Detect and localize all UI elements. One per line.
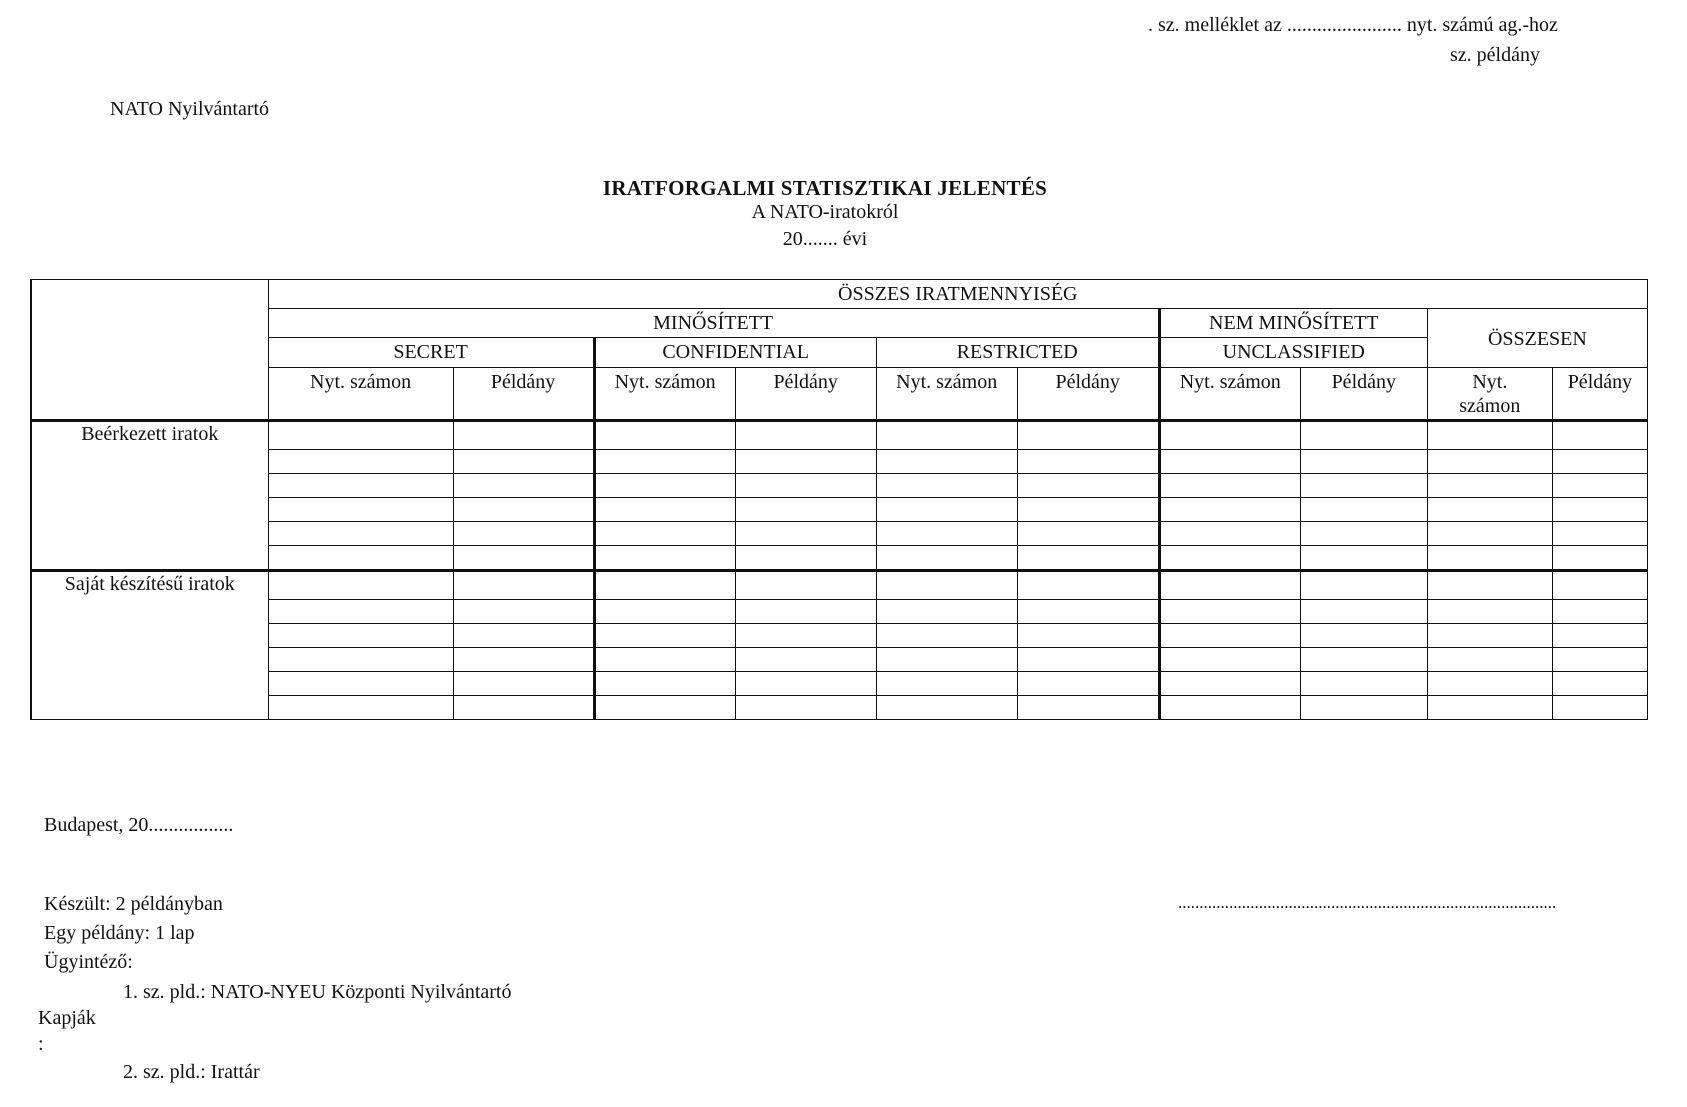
table-cell[interactable] <box>268 624 453 648</box>
table-cell[interactable] <box>735 571 876 600</box>
table-cell[interactable] <box>1017 696 1159 720</box>
table-row <box>31 450 1648 474</box>
table-cell[interactable] <box>1427 546 1552 571</box>
table-cell[interactable] <box>876 624 1017 648</box>
table-cell[interactable] <box>1427 600 1552 624</box>
table-cell[interactable] <box>1300 624 1427 648</box>
table-cell[interactable] <box>1017 522 1159 546</box>
subheader-nyt: Nyt. számon <box>1159 368 1300 421</box>
signature-line: ......................................................................................... <box>1178 893 1557 912</box>
table-cell[interactable] <box>1159 546 1300 571</box>
table-cell[interactable] <box>876 546 1017 571</box>
copy-line: sz. példány <box>1450 44 1540 66</box>
table-cell[interactable] <box>735 522 876 546</box>
table-row <box>31 421 1648 450</box>
table-cell[interactable] <box>876 600 1017 624</box>
table-cell[interactable] <box>268 546 453 571</box>
table-cell[interactable] <box>453 696 594 720</box>
copies-made: Készült: 2 példányban <box>44 893 223 915</box>
subheader-peldany: Példány <box>1300 368 1427 421</box>
table-cell[interactable] <box>876 421 1017 450</box>
table-cell[interactable] <box>1552 696 1647 720</box>
table-cell[interactable] <box>453 648 594 672</box>
table-cell[interactable] <box>1159 672 1300 696</box>
place-date: Budapest, 20................. <box>44 814 234 836</box>
table-row <box>31 600 1648 624</box>
annex-line: . sz. melléklet az ....................... nyt. számú ag.-hoz <box>1148 14 1558 36</box>
table-cell[interactable] <box>1300 648 1427 672</box>
receivers-label: Kapják <box>38 1007 96 1029</box>
table-cell[interactable] <box>268 696 453 720</box>
table-cell[interactable] <box>1427 648 1552 672</box>
table-cell[interactable] <box>594 474 735 498</box>
table-cell[interactable] <box>1552 648 1647 672</box>
table-cell[interactable] <box>1427 624 1552 648</box>
unclassified-group-header: NEM MINŐSÍTETT <box>1159 309 1427 338</box>
table-cell[interactable] <box>876 498 1017 522</box>
table-cell[interactable] <box>1427 522 1552 546</box>
table-cell[interactable] <box>594 624 735 648</box>
table-cell[interactable] <box>453 450 594 474</box>
subheader-nyt: Nyt. számon <box>594 368 735 421</box>
table-cell[interactable] <box>1017 571 1159 600</box>
subheader-total-nyt: Nyt. számon <box>1427 368 1552 421</box>
table-cell[interactable] <box>1159 474 1300 498</box>
table-cell[interactable] <box>1427 696 1552 720</box>
receivers-colon: : <box>38 1033 44 1055</box>
table-cell[interactable] <box>268 421 453 450</box>
table-cell[interactable] <box>594 522 735 546</box>
table-cell[interactable] <box>1552 624 1647 648</box>
table-cell[interactable] <box>1427 421 1552 450</box>
table-cell[interactable] <box>453 498 594 522</box>
corner-cell <box>31 280 268 421</box>
table-cell[interactable] <box>1300 421 1427 450</box>
table-cell[interactable] <box>1552 571 1647 600</box>
table-cell[interactable] <box>735 696 876 720</box>
table-cell[interactable] <box>735 450 876 474</box>
table-cell[interactable] <box>1427 450 1552 474</box>
table-cell[interactable] <box>268 450 453 474</box>
level-secret: SECRET <box>268 338 594 368</box>
table-cell[interactable] <box>594 546 735 571</box>
table-cell[interactable] <box>1300 522 1427 546</box>
table-cell[interactable] <box>453 522 594 546</box>
recipient-2: 2. sz. pld.: Irattár <box>123 1061 260 1083</box>
table-cell[interactable] <box>1159 421 1300 450</box>
subheader-nyt: Nyt. számon <box>876 368 1017 421</box>
total-column-header: ÖSSZESEN <box>1427 309 1647 368</box>
table-cell[interactable] <box>1552 522 1647 546</box>
table-cell[interactable] <box>735 421 876 450</box>
table-cell[interactable] <box>876 571 1017 600</box>
report-title: IRATFORGALMI STATISZTIKAI JELENTÉS <box>602 176 1048 200</box>
statistics-table <box>30 279 1648 720</box>
table-row <box>31 648 1648 672</box>
table-cell[interactable] <box>453 571 594 600</box>
table-cell[interactable] <box>1552 474 1647 498</box>
table-cell[interactable] <box>1017 421 1159 450</box>
table-cell[interactable] <box>1552 600 1647 624</box>
table-cell[interactable] <box>268 474 453 498</box>
table-cell[interactable] <box>876 696 1017 720</box>
table-cell[interactable] <box>1300 672 1427 696</box>
subheader-peldany: Példány <box>1017 368 1159 421</box>
table-cell[interactable] <box>453 546 594 571</box>
table-cell[interactable] <box>453 421 594 450</box>
report-year: 20....... évi <box>782 228 868 250</box>
subheader-peldany: Példány <box>735 368 876 421</box>
registry-name: NATO Nyilvántartó <box>110 98 270 120</box>
table-row <box>31 571 1648 600</box>
table-cell[interactable] <box>1552 421 1647 450</box>
table-cell[interactable] <box>1017 624 1159 648</box>
table-cell[interactable] <box>735 672 876 696</box>
table-row <box>31 624 1648 648</box>
table-row <box>31 474 1648 498</box>
table-cell[interactable] <box>268 522 453 546</box>
table-cell[interactable] <box>1159 696 1300 720</box>
table-cell[interactable] <box>1017 648 1159 672</box>
table-cell[interactable] <box>1017 546 1159 571</box>
table-cell[interactable] <box>594 600 735 624</box>
table-cell[interactable] <box>1017 450 1159 474</box>
table-cell[interactable] <box>594 450 735 474</box>
table-cell[interactable] <box>1427 474 1552 498</box>
table-cell[interactable] <box>1159 522 1300 546</box>
table-cell[interactable] <box>876 648 1017 672</box>
total-header: ÖSSZES IRATMENNYISÉG <box>268 280 1647 309</box>
row-label-incoming: Beérkezett iratok <box>31 421 268 571</box>
table-cell[interactable] <box>1552 498 1647 522</box>
table-cell[interactable] <box>594 696 735 720</box>
table-cell[interactable] <box>1159 600 1300 624</box>
table-cell[interactable] <box>1159 624 1300 648</box>
level-restricted: RESTRICTED <box>876 338 1159 368</box>
table-cell[interactable] <box>268 672 453 696</box>
table-row <box>31 522 1648 546</box>
table-cell[interactable] <box>1159 571 1300 600</box>
table-cell[interactable] <box>594 421 735 450</box>
table-cell[interactable] <box>876 672 1017 696</box>
officer-label: Ügyintéző: <box>44 951 133 973</box>
table-cell[interactable] <box>594 498 735 522</box>
table-cell[interactable] <box>1017 498 1159 522</box>
table-cell[interactable] <box>1552 672 1647 696</box>
table-cell[interactable] <box>1427 571 1552 600</box>
table-cell[interactable] <box>1552 546 1647 571</box>
table-row <box>31 672 1648 696</box>
table-cell[interactable] <box>1552 450 1647 474</box>
recipient-1: 1. sz. pld.: NATO-NYEU Központi Nyilvántartó <box>123 981 512 1003</box>
table-cell[interactable] <box>876 522 1017 546</box>
table-cell[interactable] <box>876 474 1017 498</box>
table-cell[interactable] <box>268 648 453 672</box>
table-cell[interactable] <box>1300 546 1427 571</box>
table-cell[interactable] <box>735 546 876 571</box>
table-cell[interactable] <box>453 474 594 498</box>
table-row <box>31 696 1648 720</box>
table-cell[interactable] <box>735 498 876 522</box>
table-cell[interactable] <box>453 624 594 648</box>
table-cell[interactable] <box>1427 672 1552 696</box>
table-cell[interactable] <box>1300 498 1427 522</box>
table-row <box>31 498 1648 522</box>
row-label-own: Saját készítésű iratok <box>31 571 268 720</box>
table-cell[interactable] <box>594 672 735 696</box>
table-cell[interactable] <box>268 571 453 600</box>
table-cell[interactable] <box>735 474 876 498</box>
table-cell[interactable] <box>1017 600 1159 624</box>
table-cell[interactable] <box>1427 498 1552 522</box>
table-cell[interactable] <box>876 450 1017 474</box>
table-cell[interactable] <box>453 672 594 696</box>
table-cell[interactable] <box>1159 648 1300 672</box>
pages-per-copy: Egy példány: 1 lap <box>44 922 195 944</box>
table-cell[interactable] <box>1017 672 1159 696</box>
classified-header: MINŐSÍTETT <box>268 309 1159 338</box>
table-cell[interactable] <box>1017 474 1159 498</box>
table-cell[interactable] <box>1300 474 1427 498</box>
table-cell[interactable] <box>735 624 876 648</box>
table-cell[interactable] <box>594 571 735 600</box>
subheader-peldany: Példány <box>453 368 594 421</box>
table-cell[interactable] <box>1300 600 1427 624</box>
table-row <box>31 546 1648 571</box>
table-cell[interactable] <box>1300 450 1427 474</box>
table-cell[interactable] <box>1300 696 1427 720</box>
table-cell[interactable] <box>1300 571 1427 600</box>
table-cell[interactable] <box>268 600 453 624</box>
table-cell[interactable] <box>735 648 876 672</box>
table-cell[interactable] <box>268 498 453 522</box>
report-subtitle: A NATO-iratokról <box>751 201 899 223</box>
table-cell[interactable] <box>1159 498 1300 522</box>
table-cell[interactable] <box>594 648 735 672</box>
level-unclassified: UNCLASSIFIED <box>1159 338 1427 368</box>
table-cell[interactable] <box>1159 450 1300 474</box>
subheader-total-peldany: Példány <box>1552 368 1647 421</box>
subheader-nyt: Nyt. számon <box>268 368 453 421</box>
table-cell[interactable] <box>453 600 594 624</box>
table-cell[interactable] <box>735 600 876 624</box>
level-confidential: CONFIDENTIAL <box>594 338 876 368</box>
